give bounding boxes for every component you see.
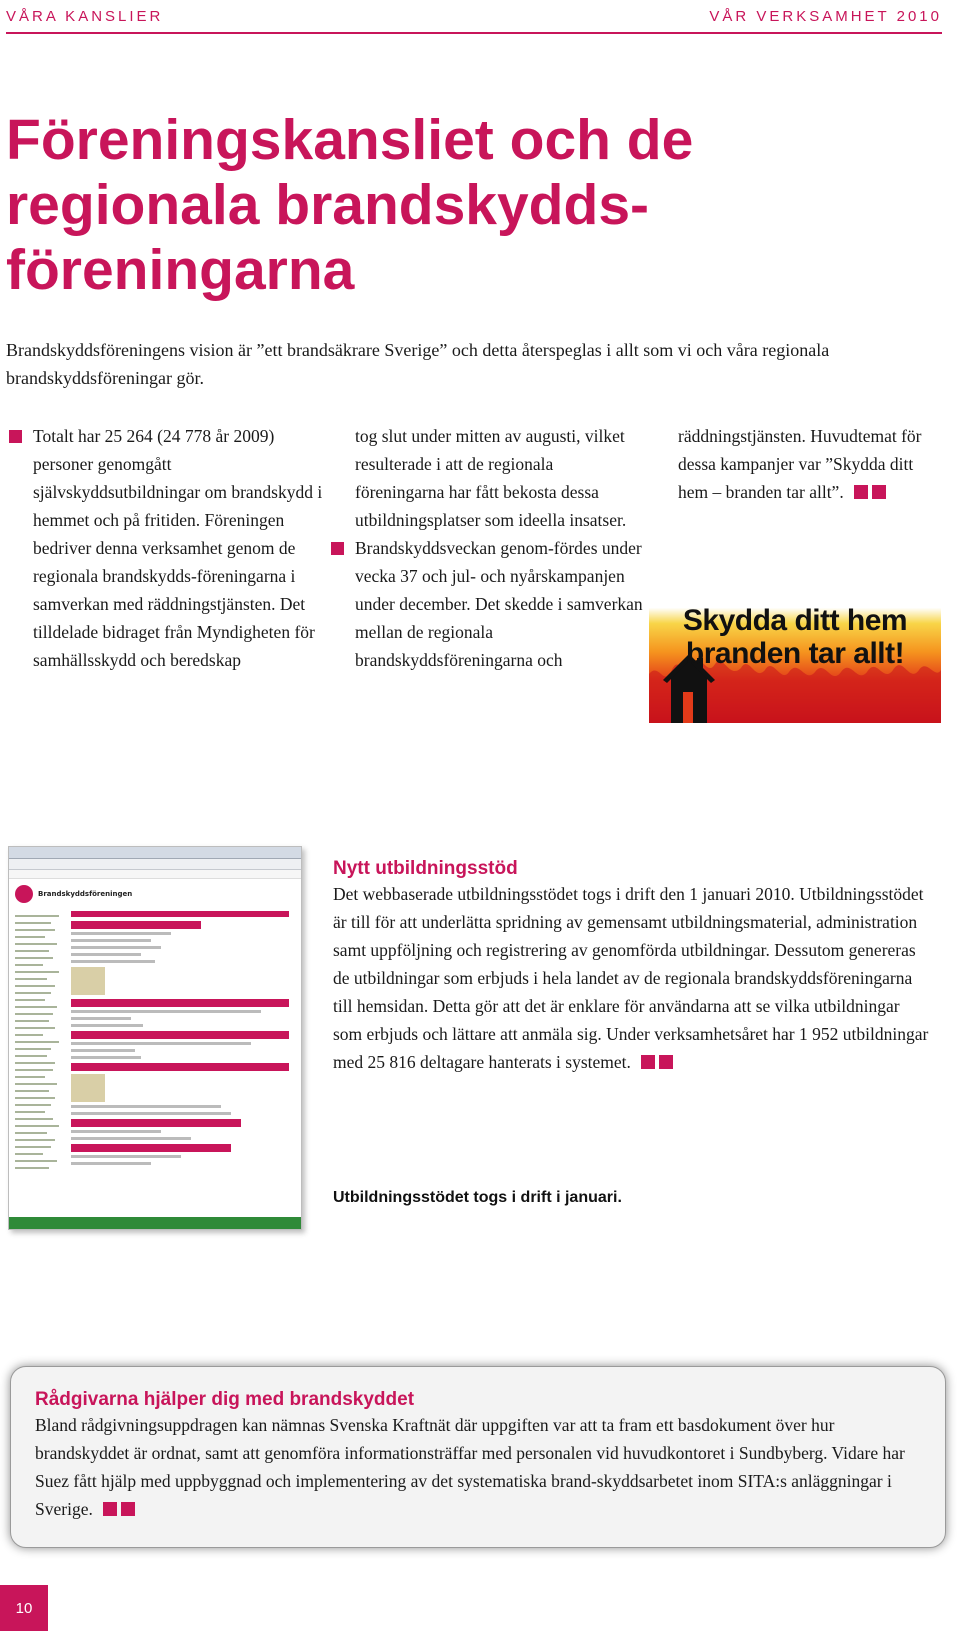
column-2 [355, 422, 645, 674]
screenshot-caption: Utbildningsstödet togs i drift i januari. [333, 1189, 622, 1206]
news-body [333, 880, 933, 1076]
site-status-bar [9, 1217, 301, 1229]
advisors-heading: Rådgivarna hjälper dig med brandskyddet [35, 1389, 415, 1410]
news-body-text: Det webbaserade utbildningsstödet togs i drift den 1 januari 2010. Utbildningsstödet är till för att underlätta spridning av gemensamt utbildningsmaterial, administration samt uppföljning och registrering av genomförda utbildningar. Dessutom genereras de utbildningar som erbjuds i hela landet av de regionala brandskyddsföreningarna till hemsidan. Detta gör att det är enklare för användarna att se vilka utbildningar som erbjuds och lättare att anmäla sig. Under verksamhetsåret har 1 952 utbildningar med 25 816 deltagare hanterats i systemet. [333, 884, 929, 1072]
website-screenshot [8, 846, 302, 1230]
site-header [9, 879, 301, 909]
page-title: Föreningskansliet och de regionala brandskydds-föreningarna [6, 108, 694, 302]
running-header [6, 0, 942, 34]
site-name: Brandskyddsföreningen [38, 890, 133, 898]
end-mark-icon [854, 485, 886, 499]
end-mark-icon [641, 1055, 673, 1069]
section-label: VÅRA KANSLIER [6, 7, 164, 25]
end-mark-icon [103, 1502, 135, 1516]
advisors-body [35, 1411, 925, 1523]
column-2-paragraph-2: Brandskyddsveckan genom-fördes under vecka 37 och jul- och nyårskampanjen under december. Det skedde i samverkan mellan de regionala brandskyddsföreningarna och [355, 538, 643, 670]
column-1 [33, 422, 323, 674]
column-3 [678, 422, 940, 506]
campaign-line-1: Skydda ditt hem [682, 604, 908, 637]
page-number: 10 [0, 1585, 48, 1631]
advisors-body-text: Bland rådgivningsuppdragen kan nämnas Svenska Kraftnät där uppgiften var att ta fram ett basdokument över hur brandskyddet är ordnat, samt att genomföra informationsträffar med personalen vid huvudkontoret i Sundbyberg. Vidare har Suez fått hjälp med uppbyggnad och implementering av det systematiska brand-skyddsarbetet inom SITA:s anläggningar i Sverige. [35, 1415, 905, 1519]
bullet-square-icon [9, 430, 22, 443]
campaign-line-2: branden tar allt! [685, 637, 905, 670]
site-logo-icon [15, 885, 33, 903]
site-menu [15, 915, 65, 1195]
browser-titlebar [9, 847, 301, 859]
news-heading: Nytt utbildningsstöd [333, 858, 518, 879]
campaign-image [649, 592, 941, 723]
browser-addressbar [9, 859, 301, 870]
publication-label: VÅR VERKSAMHET 2010 [709, 7, 942, 25]
site-content [71, 911, 289, 1201]
column-3-text: räddningstjänsten. Huvudtemat för dessa kampanjer var ”Skydda ditt hem – branden tar allt”. [678, 426, 922, 502]
column-1-text: Totalt har 25 264 (24 778 år 2009) personer genomgått självskyddsutbildningar om brandskydd i hemmet och på fritiden. Föreningen bedriver denna verksamhet genom de regionala brandskydds-föreningarna i samverkan med räddningstjänsten. Det tilldelade bidraget från Myndigheten för samhällsskydd och beredskap [33, 426, 323, 670]
intro-paragraph: Brandskyddsföreningens vision är ”ett brandsäkrare Sverige” och detta återspeglas i allt som vi och våra regionala brandskyddsföreningar gör. [6, 340, 830, 388]
bullet-square-icon [331, 542, 344, 555]
browser-toolbar [9, 870, 301, 879]
column-2-paragraph-1: tog slut under mitten av augusti, vilket resulterade i att de regionala föreningarna har fått bekosta dessa utbildningsplatser som ideella insatser. [355, 426, 627, 530]
advisors-box [10, 1366, 946, 1548]
